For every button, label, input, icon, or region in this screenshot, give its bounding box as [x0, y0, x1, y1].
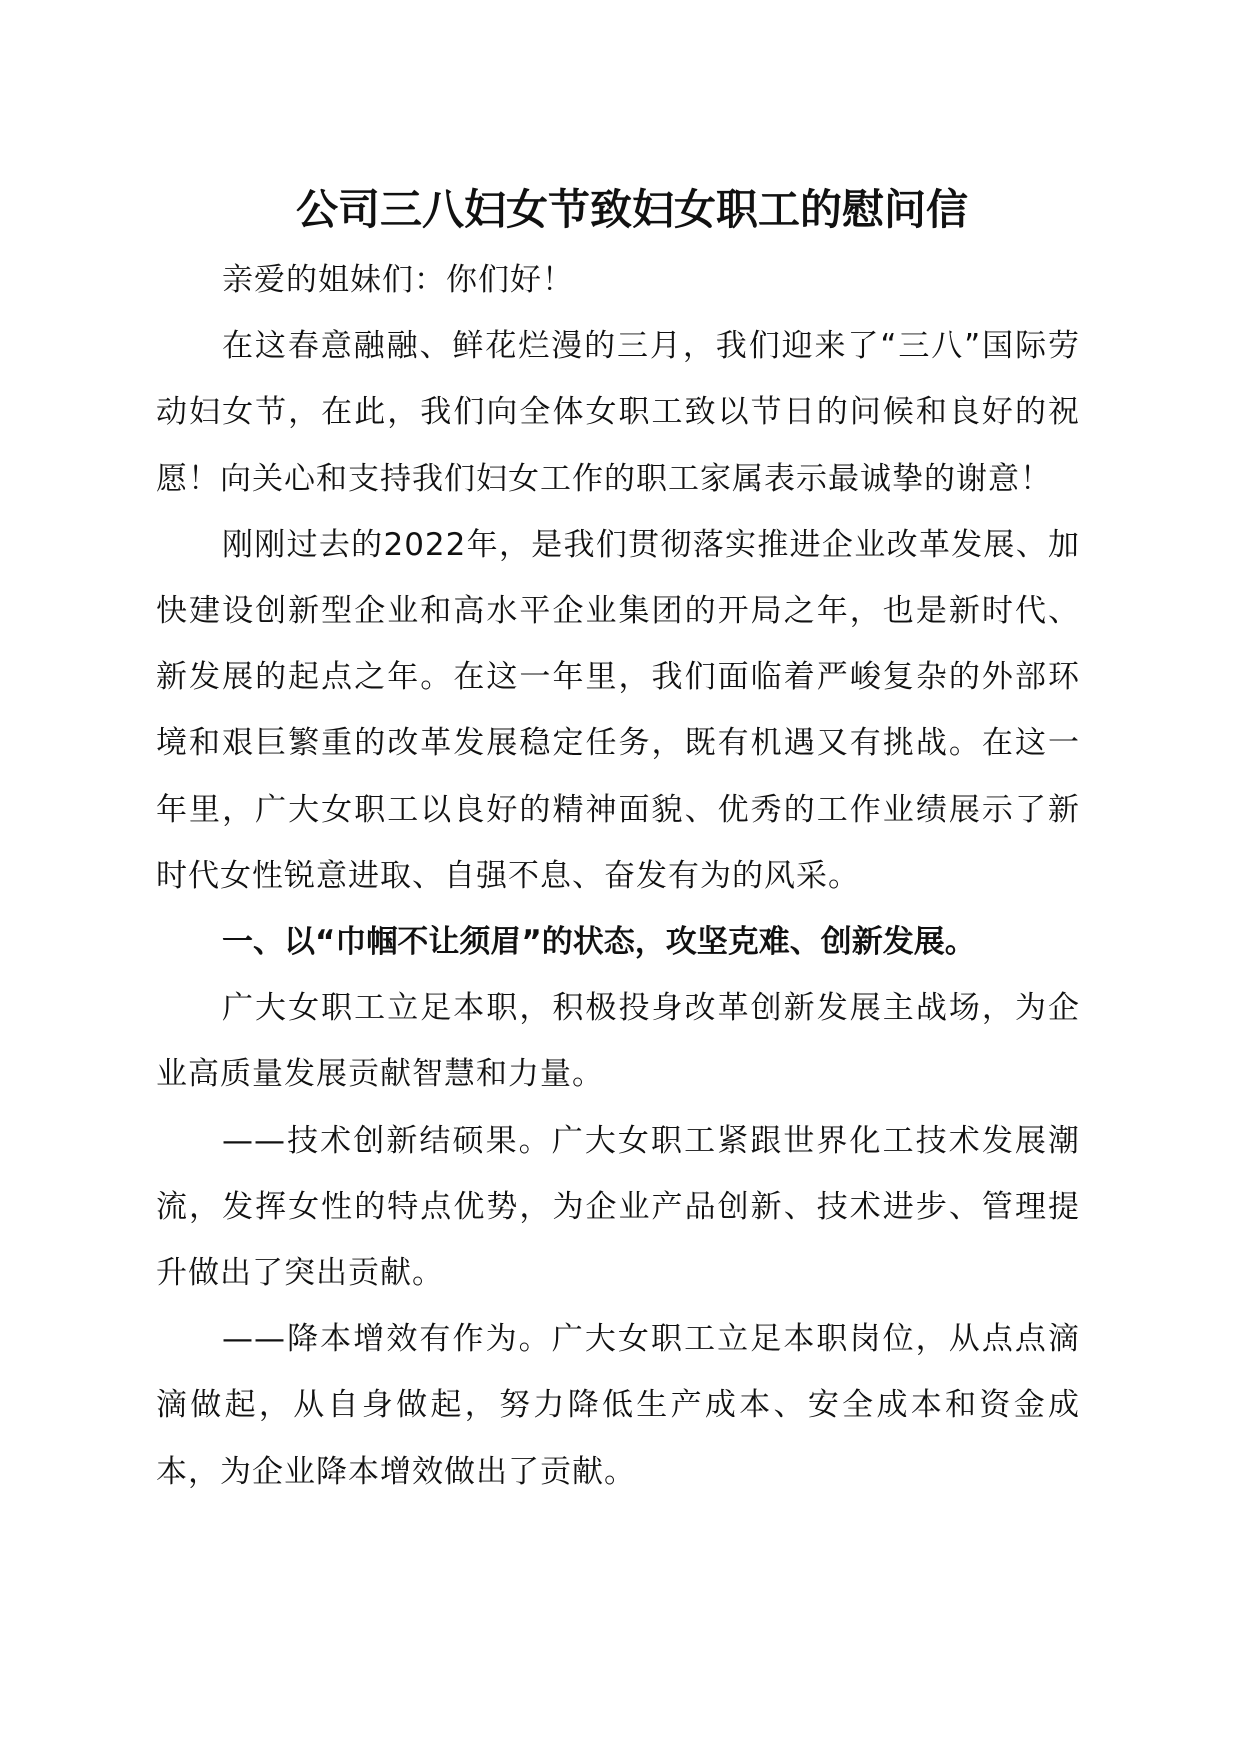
- point-technical-innovation: ——技术创新结硕果。广大女职工紧跟世界化工技术发展潮流，发挥女性的特点优势，为企业产品创新、技术进步、管理提升做出了突出贡献。: [156, 1122, 1080, 1292]
- greeting: 亲爱的姐妹们：你们好！: [222, 262, 574, 298]
- section-intro: 广大女职工立足本职，积极投身改革创新发展主战场，为企业高质量发展贡献智慧和力量。: [156, 990, 1080, 1093]
- paragraph-review-2022: 刚刚过去的2022年，是我们贯彻落实推进企业改革发展、加快建设创新型企业和高水平企业集团的开局之年，也是新时代、新发展的起点之年。在这一年里，我们面临着严峻复杂的外部环境和艰巨繁重的改革发展稳定任务，既有机遇又有挑战。在这一年里，广大女职工以良好的精神面貌、优秀的工作业绩展示了新时代女性锐意进取、自强不息、奋发有为的风采。: [156, 526, 1080, 894]
- point-cost-reduction: ——降本增效有作为。广大女职工立足本职岗位，从点点滴滴做起，从自身做起，努力降低生产成本、安全成本和资金成本，为企业降本增效做出了贡献。: [156, 1321, 1080, 1490]
- letter-body: [156, 247, 1080, 1505]
- paragraph-greetings: 在这春意融融、鲜花烂漫的三月，我们迎来了“三八”国际劳动妇女节，在此，我们向全体女职工致以节日的问候和良好的祝愿！向关心和支持我们妇女工作的职工家属表示最诚挚的谢意！: [156, 328, 1080, 497]
- letter-title: 公司三八妇女节致妇女职工的慰问信: [296, 185, 969, 234]
- section-heading: 一、以“巾帼不让须眉”的状态，攻坚克难、创新发展。: [222, 924, 976, 961]
